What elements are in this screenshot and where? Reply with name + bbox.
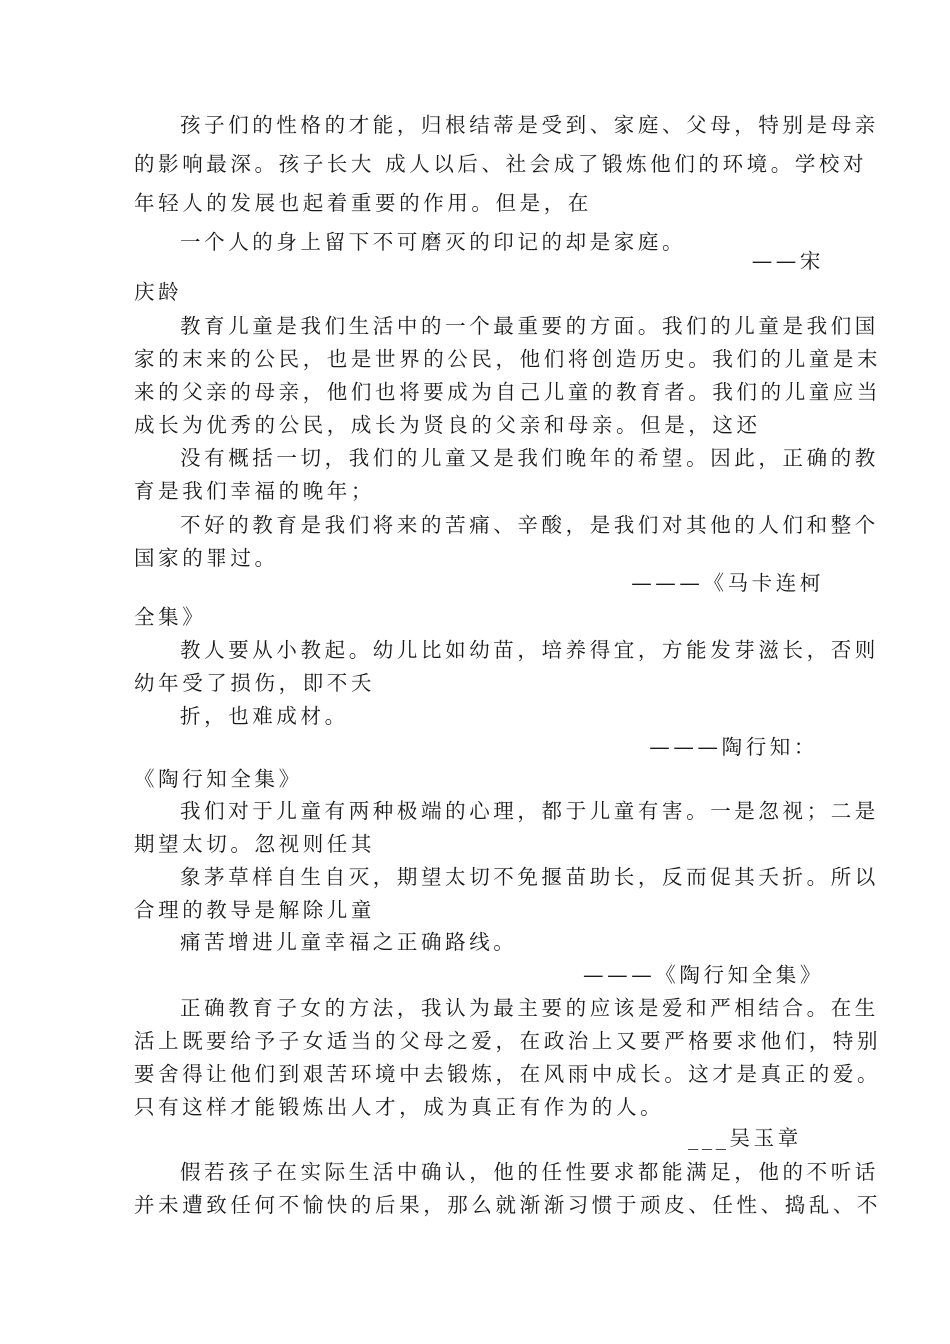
paragraph-line: 教育儿童是我们生活中的一个最重要的方面。我们的儿童是我们国 xyxy=(180,314,879,338)
paragraph-line: 象茅草样自生自灭，期望太切不免揠苗助长，反而促其夭折。所以 xyxy=(180,865,879,889)
paragraph-line: 折，也难成材。 xyxy=(180,704,349,728)
paragraph-line: 没有概括一切，我们的儿童又是我们晚年的希望。因此，正确的教 xyxy=(180,446,879,470)
attribution-line: ___吴玉章 xyxy=(688,1126,802,1150)
paragraph-line: 期望太切。忽视则任其 xyxy=(134,832,375,856)
paragraph-line: 不好的教育是我们将来的苦痛、辛酸，是我们对其他的人们和整个 xyxy=(180,513,879,537)
paragraph-line: 活上既要给予子女适当的父母之爱，在政治上又要严格要求他们，特别 xyxy=(134,1029,882,1053)
paragraph-line: 教人要从小教起。幼儿比如幼苗，培养得宜，方能发芽滋长，否则 xyxy=(180,638,879,662)
paragraph-line: 孩子们的性格的才能，归根结蒂是受到、家庭、父母，特别是母亲 xyxy=(180,113,879,137)
attribution-line: ———《马卡连柯 xyxy=(631,571,824,595)
attribution-line: 庆龄 xyxy=(134,280,183,304)
paragraph-line: 只有这样才能锻炼出人才，成为真正有作为的人。 xyxy=(134,1095,665,1119)
attribution-line: 《陶行知全集》 xyxy=(134,767,303,791)
paragraph-line: 育是我们幸福的晚年； xyxy=(134,479,375,503)
paragraph-line: 痛苦增进儿童幸福之正确路线。 xyxy=(180,930,518,954)
paragraph-line: 合理的教导是解除儿童 xyxy=(134,898,375,922)
paragraph-line: 家的末来的公民，也是世界的公民，他们将创造历史。我们的儿童是末 xyxy=(134,347,882,371)
attribution-line: ———陶行知： xyxy=(649,735,818,759)
paragraph-line: 幼年受了损伤，即不夭 xyxy=(134,671,375,695)
paragraph-line: 的影响最深。孩子长大 成人以后、社会成了锻炼他们的环境。学校对 xyxy=(134,152,868,176)
paragraph-line: 一个人的身上留下不可磨灭的印记的却是家庭。 xyxy=(180,230,687,254)
paragraph-line: 我们对于儿童有两种极端的心理，都于儿童有害。一是忽视；二是 xyxy=(180,799,879,823)
paragraph-line: 要舍得让他们到艰苦环境中去锻炼，在风雨中成长。这才是真正的爱。 xyxy=(134,1062,882,1086)
attribution-line: 全集》 xyxy=(134,605,207,629)
paragraph-line: 国家的罪过。 xyxy=(134,546,279,570)
attribution-line: ——宋 xyxy=(751,249,824,273)
paragraph-line: 并未遭致任何不愉快的后果，那么就渐渐习惯于顽皮、任性、捣乱、不 xyxy=(134,1193,882,1217)
paragraph-line: 来的父亲的母亲，他们也将要成为自己儿童的教育者。我们的儿童应当 xyxy=(134,380,882,404)
paragraph-line: 年轻人的发展也起着重要的作用。但是，在 xyxy=(134,191,592,215)
paragraph-line: 成长为优秀的公民，成长为贤良的父亲和母亲。但是，这还 xyxy=(134,413,761,437)
attribution-line: ———《陶行知全集》 xyxy=(583,963,824,987)
paragraph-line: 假若孩子在实际生活中确认，他的任性要求都能满足，他的不听话 xyxy=(180,1160,879,1184)
paragraph-line: 正确教育子女的方法，我认为最主要的应该是爱和严相结合。在生 xyxy=(180,996,879,1020)
